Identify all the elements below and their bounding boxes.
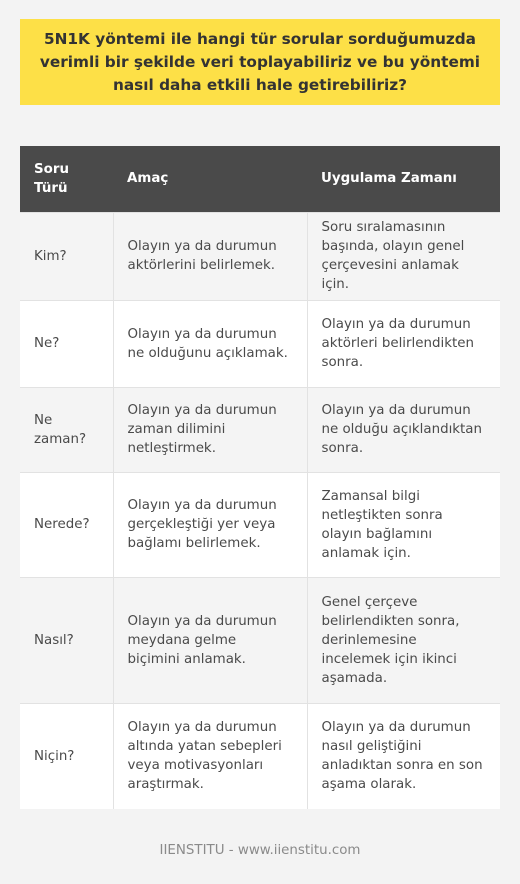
cell-timing: Zamansal bilgi netleştikten sonra olayın bağlamını anlamak için.: [307, 472, 500, 577]
cell-timing: Olayın ya da durumun ne olduğu açıklandıktan sonra.: [307, 387, 500, 472]
table-row: [20, 300, 500, 387]
cell-purpose: Olayın ya da durumun zaman dilimini netleştirmek.: [113, 387, 307, 472]
question-table: [20, 146, 500, 809]
cell-purpose: Olayın ya da durumun meydana gelme biçimini anlamak.: [113, 577, 307, 703]
column-header-type: Soru Türü: [20, 146, 113, 212]
page-title: 5N1K yöntemi ile hangi tür sorular sorduğumuzda verimli bir şekilde veri toplayabiliriz ve bu yöntemi nasıl daha etkili hale getirebiliriz?: [39, 29, 481, 94]
cell-timing: Soru sıralamasının başında, olayın genel çerçevesini anlamak için.: [307, 212, 500, 300]
cell-type: Nerede?: [20, 472, 113, 577]
title-banner: [20, 19, 500, 105]
cell-type: Nasıl?: [20, 577, 113, 703]
column-header-purpose: Amaç: [113, 146, 307, 212]
cell-type: Niçin?: [20, 703, 113, 809]
cell-purpose: Olayın ya da durumun altında yatan sebepleri veya motivasyonları araştırmak.: [113, 703, 307, 809]
table-row: [20, 703, 500, 809]
column-header-timing: Uygulama Zamanı: [307, 146, 500, 212]
footer-credit: IIENSTITU - www.iienstitu.com: [159, 843, 361, 858]
cell-type: Ne?: [20, 300, 113, 387]
table-row: [20, 472, 500, 577]
cell-type: Kim?: [20, 212, 113, 300]
cell-timing: Olayın ya da durumun nasıl geliştiğini anladıktan sonra en son aşama olarak.: [307, 703, 500, 809]
cell-purpose: Olayın ya da durumun gerçekleştiği yer veya bağlamı belirlemek.: [113, 472, 307, 577]
table-row: [20, 577, 500, 703]
table-header-row: [20, 146, 500, 212]
cell-type: Ne zaman?: [20, 387, 113, 472]
cell-purpose: Olayın ya da durumun aktörlerini belirlemek.: [113, 212, 307, 300]
cell-timing: Olayın ya da durumun aktörleri belirlendikten sonra.: [307, 300, 500, 387]
cell-purpose: Olayın ya da durumun ne olduğunu açıklamak.: [113, 300, 307, 387]
cell-timing: Genel çerçeve belirlendikten sonra, derinlemesine incelemek için ikinci aşamada.: [307, 577, 500, 703]
table-row: [20, 387, 500, 472]
table-row: [20, 212, 500, 300]
